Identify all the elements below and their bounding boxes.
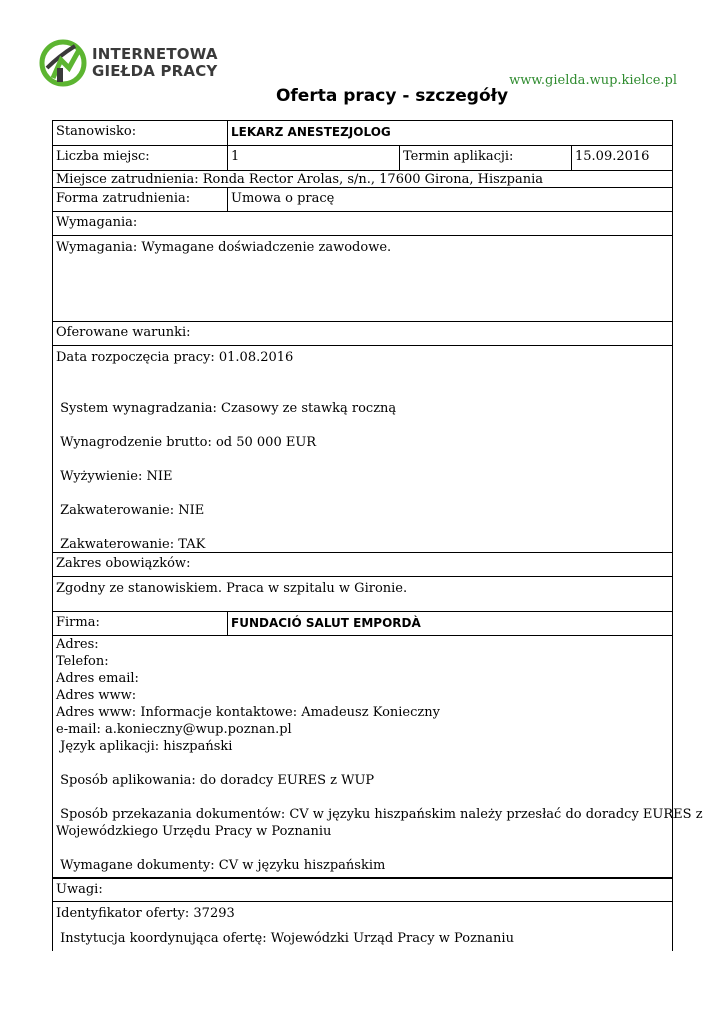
data-rozpoczecia: Data rozpoczęcia pracy: 01.08.2016 [56,350,294,365]
telefon: Telefon: [56,654,109,669]
zakwaterowanie-2: Zakwaterowanie: TAK [56,537,206,552]
forma-value: Umowa o pracę [227,188,672,211]
adres: Adres: [56,637,99,652]
logo-line1: INTERNETOWA [92,45,218,63]
offer-table [52,120,703,951]
row-uwagi [52,901,673,951]
warunki-label: Oferowane warunki: [56,325,191,340]
przekazanie-line1: Sposób przekazania dokumentów: CV w języku hiszpańskim należy przesłać do doradcy EURES z [56,807,703,822]
jezyk-aplikacji: Język aplikacji: hiszpański [56,739,233,754]
row-forma [52,187,673,211]
wymagania-text: Wymagania: Wymagane doświadczenie zawodowe. [56,240,392,255]
site-url[interactable]: www.gielda.wup.kielce.pl [509,73,677,88]
obowiazki-text: Zgodny ze stanowiskiem. Praca w szpitalu w Gironie. [56,581,408,596]
uwagi-label: Uwagi: [56,882,103,897]
row-obowiazki-label [52,552,673,576]
przekazanie-line2: Wojewódzkiego Urzędu Pracy w Poznaniu [56,824,332,839]
liczba-value: 1 [227,146,399,170]
row-liczba [52,145,673,170]
kontakt-email: e-mail: a.konieczny@wup.poznan.pl [56,722,292,737]
miejsce-text: Miejsce zatrudnienia: Ronda Rector Arolas, s/n., 17600 Girona, Hiszpania [56,172,543,187]
liczba-label: Liczba miejsc: [56,149,150,164]
system-wynagradzania: System wynagradzania: Czasowy ze stawką roczną [56,401,397,416]
firma-label: Firma: [56,615,100,630]
obowiazki-label: Zakres obowiązków: [56,556,191,571]
row-obowiazki-text [52,576,673,611]
logo-icon [39,38,91,88]
page-title: Oferta pracy - szczegóły [275,86,509,106]
logo [39,38,229,88]
forma-label: Forma zatrudnienia: [56,191,191,206]
row-warunki [52,345,673,552]
logo-line2: GIEŁDA PRACY [92,62,218,80]
instytucja: Instytucja koordynująca ofertę: Wojewódzki Urząd Pracy w Poznaniu [56,931,514,946]
stanowisko-label: Stanowisko: [56,124,137,139]
termin-value: 15.09.2016 [571,146,672,170]
row-wymagania-label [52,211,673,235]
logo-text [92,46,218,80]
kontakt: Adres www: Informacje kontaktowe: Amadeusz Konieczny [56,705,440,720]
adres-email: Adres email: [56,671,139,686]
stanowisko-value: LEKARZ ANESTEZJOLOG [227,121,672,145]
row-company-details [52,635,703,877]
row-firma [52,611,673,635]
row-wymagania-text [52,235,673,321]
sposob-aplikowania: Sposób aplikowania: do doradcy EURES z WUP [56,773,375,788]
firma-value: FUNDACIÓ SALUT EMPORDÀ [227,612,672,635]
row-warunki-label [52,321,673,345]
wyzywienie: Wyżywienie: NIE [56,469,173,484]
wymagane-dokumenty: Wymagane dokumenty: CV w języku hiszpańskim [56,858,386,873]
wymagania-label: Wymagania: [56,215,138,230]
zakwaterowanie-1: Zakwaterowanie: NIE [56,503,205,518]
identyfikator-oferty: Identyfikator oferty: 37293 [56,906,235,921]
adres-www: Adres www: [56,688,137,703]
row-miejsce [52,170,673,187]
wynagrodzenie: Wynagrodzenie brutto: od 50 000 EUR [56,435,317,450]
row-stanowisko [52,120,673,145]
termin-label: Termin aplikacji: [399,146,571,170]
row-uwagi-label [52,877,673,901]
